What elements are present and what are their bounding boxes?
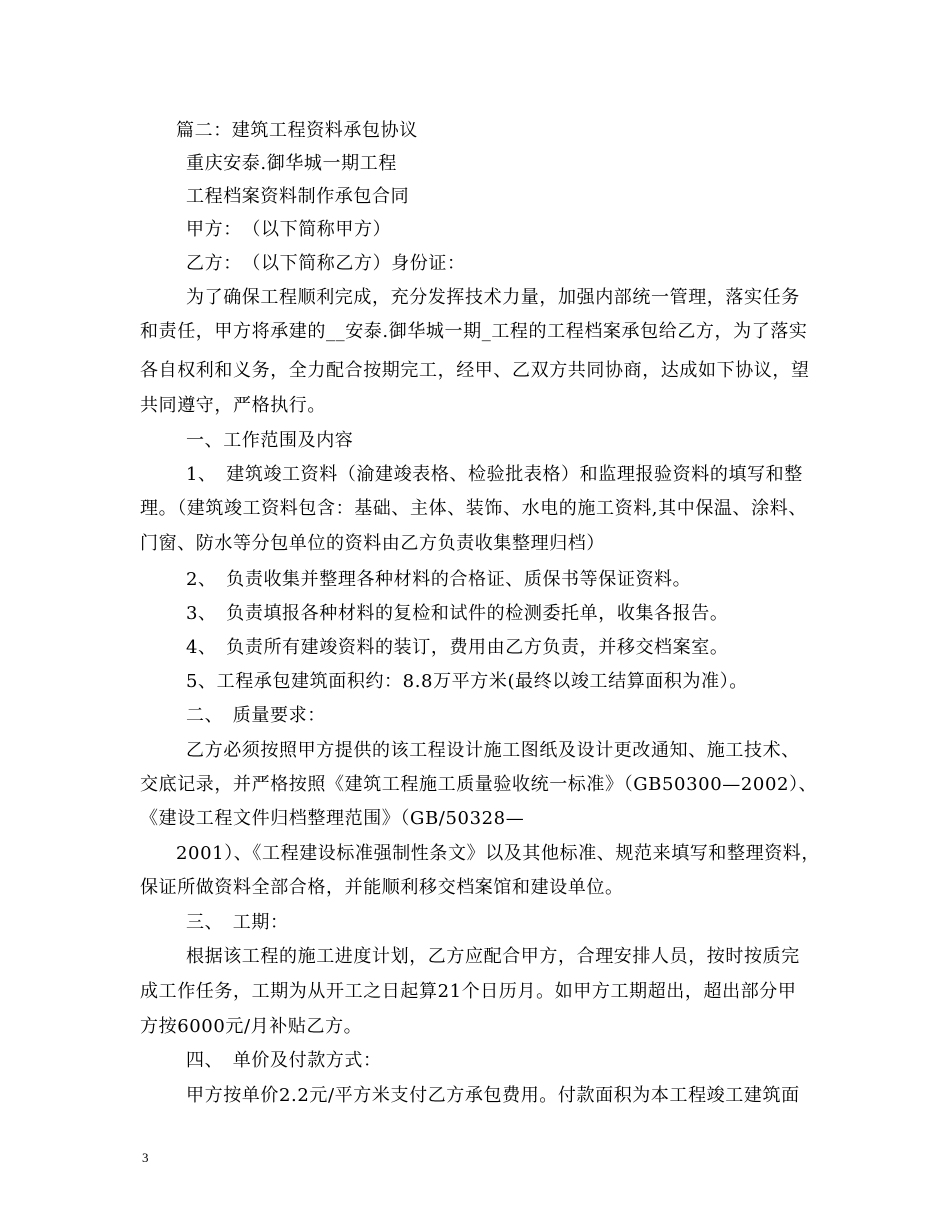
section-3-title: 三、 工期：: [186, 912, 289, 933]
section-2-title: 二、 质量要求：: [186, 705, 326, 726]
section-3-body: 成工作任务，工期为从开工之日起算21个日历月。如甲方工期超出，超出部分甲: [140, 981, 797, 1002]
contract-title: 工程档案资料制作承包合同: [186, 186, 410, 207]
party-b-line: 乙方： （以下简称乙方）身份证：: [186, 253, 466, 274]
page-number: 3: [142, 1150, 149, 1165]
section-2-body: 交底记录，并严格按照《建筑工程施工质量验收统一标准》（GB50300—2002）、: [140, 774, 818, 795]
section-3-body: 根据该工程的施工进度计划，乙方应配合甲方，合理安排人员，按时按质完: [186, 946, 800, 967]
section-1-item-1: 门窗、防水等分包单位的资料由乙方负责收集整理归档）: [140, 533, 605, 554]
section-1-item-3: 3、 负责填报各种材料的复检和试件的检测委托单，收集各报告。: [186, 603, 729, 624]
section-3-body: 方按6000元/月补贴乙方。: [140, 1016, 363, 1037]
section-1-title: 一、工作范围及内容: [186, 430, 354, 451]
section-2-body: 保证所做资料全部合格，并能顺利移交档案馆和建设单位。: [140, 877, 624, 898]
section-4-title: 四、 单价及付款方式：: [186, 1050, 382, 1071]
article-heading: 篇二：建筑工程资料承包协议: [176, 120, 418, 141]
intro-line: 各自权利和义务，全力配合按期完工，经甲、乙双方共同协商，达成如下协议，望: [140, 360, 810, 381]
section-2-body: 2001）、《工程建设标准强制性条文》以及其他标准、规范来填写和整理资料，: [176, 843, 821, 864]
section-2-body: 乙方必须按照甲方提供的该工程设计施工图纸及设计更改通知、施工技术、: [186, 740, 800, 761]
intro-line: 和责任，甲方将承建的__安泰.御华城一期_工程的工程档案承包给乙方，为了落实: [140, 321, 808, 342]
intro-line: 共同遵守，严格执行。: [140, 395, 326, 416]
section-1-item-4: 4、 负责所有建竣资料的装订，费用由乙方负责，并移交档案室。: [186, 637, 729, 658]
section-4-body: 甲方按单价2.2元/平方米支付乙方承包费用。付款面积为本工程竣工建筑面: [186, 1085, 800, 1106]
section-1-item-1: 1、 建筑竣工资料（渝建竣表格、检验批表格）和监理报验资料的填写和整: [186, 464, 803, 485]
party-a-line: 甲方： （以下简称甲方）: [186, 219, 392, 240]
section-1-item-5: 5、工程承包建筑面积约：8.8万平方米(最终以竣工结算面积为准）。: [186, 671, 748, 692]
section-1-item-1: 理。（建筑竣工资料包含：基础、主体、装饰、水电的施工资料,其中保温、涂料、: [140, 498, 807, 519]
intro-line: 为了确保工程顺利完成，充分发挥技术力量，加强内部统一管理，落实任务: [186, 287, 800, 308]
section-2-body: 《建设工程文件归档整理范围》（GB/50328—: [140, 808, 525, 829]
project-name: 重庆安泰.御华城一期工程: [186, 153, 397, 174]
section-1-item-2: 2、 负责收集并整理各种材料的合格证、质保书等保证资料。: [186, 569, 692, 590]
